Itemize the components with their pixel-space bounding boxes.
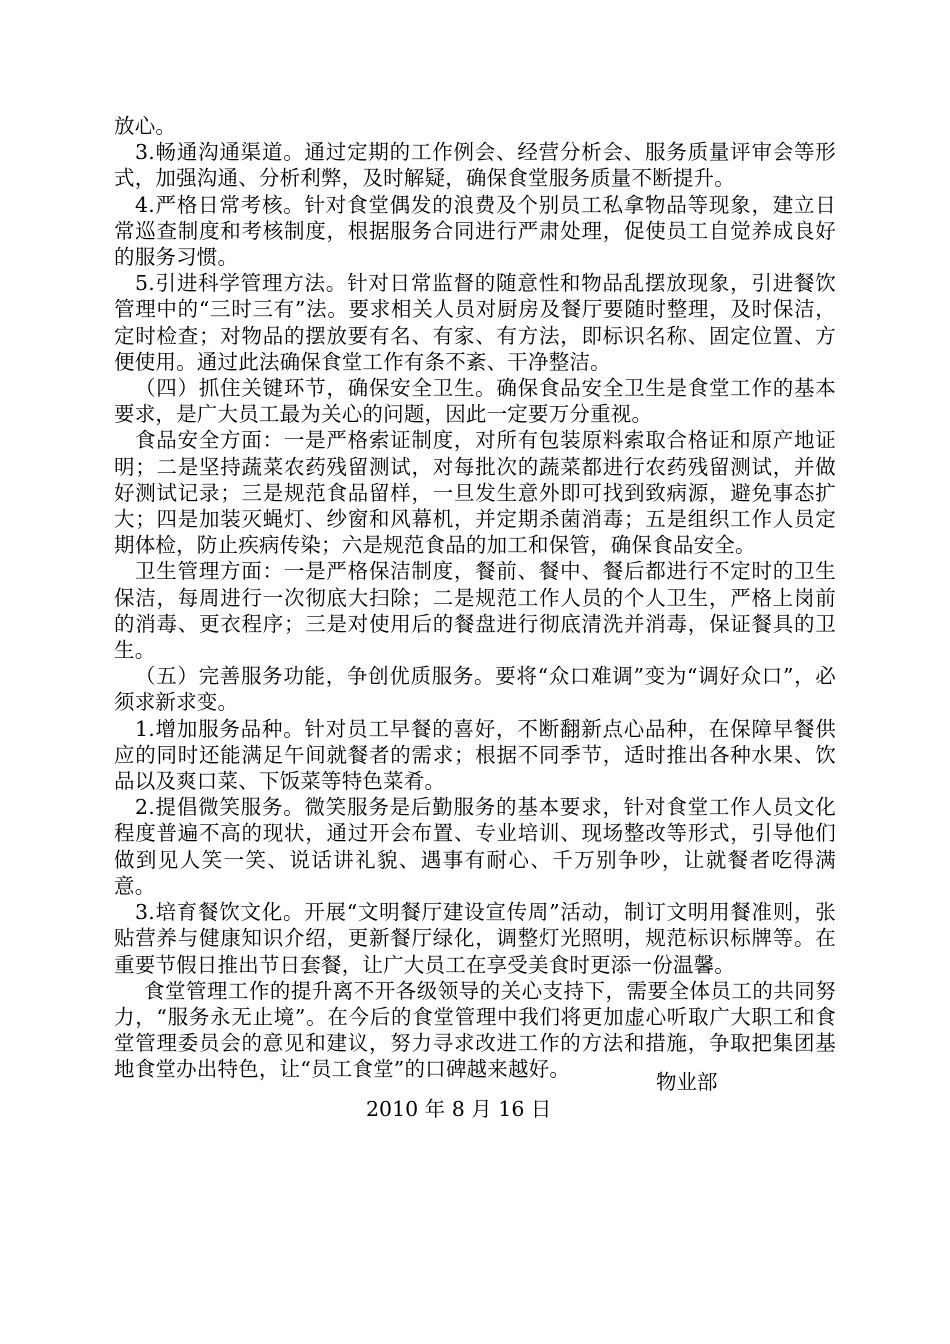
signature-department: 物业部 bbox=[656, 1070, 718, 1094]
paragraph-food-safety: 食品安全方面：一是严格索证制度，对所有包装原料索取合格证和原产地证明；二是坚持蔬菜农药残留测试，对每批次的蔬菜都进行农药残留测试，并做好测试记录；三是规范食品留样，一旦发生意外即可找到致病源，避免事态扩大；四是加装灭蝇灯、纱窗和风幕机，并定期杀菌消毒；五是组织工作人员定期体检，防止疾病传染；六是规范食品的加工和保管，确保食品安全。 bbox=[114, 428, 836, 558]
paragraph-communication: 3.畅通沟通渠道。通过定期的工作例会、经营分析会、服务质量评审会等形式，加强沟通、分析利弊，及时解疑，确保食堂服务质量不断提升。 bbox=[114, 140, 836, 191]
document-date: 2010 年 8 月 16 日 bbox=[366, 1097, 552, 1121]
paragraph-assessment: 4.严格日常考核。针对食堂偶发的浪费及个别员工私拿物品等现象，建立日常巡查制度和考核制度，根据服务合同进行严肃处理，促使员工自觉养成良好的服务习惯。 bbox=[114, 192, 836, 270]
paragraph-conclusion: 食堂管理工作的提升离不开各级领导的关心支持下，需要全体员工的共同努力，“服务永无止境”。在今后的食堂管理中我们将更加虚心听取广大职工和食堂管理委员会的意见和建议，努力寻求改进工作的方法和措施，争取把集团基地食堂办出特色，让“员工食堂”的口碑越来越好。 bbox=[114, 978, 836, 1082]
paragraph-smile-service: 2.提倡微笑服务。微笑服务是后勤服务的基本要求，针对食堂工作人员文化程度普遍不高的现状，通过开会布置、专业培训、现场整改等形式，引导他们做到见人笑一笑、说话讲礼貌、遇事有耐心、千万别争吵，让就餐者吃得满意。 bbox=[114, 795, 836, 898]
paragraph-management-method: 5.引进科学管理方法。针对日常监督的随意性和物品乱摆放现象，引进餐饮管理中的“三时三有”法。要求相关人员对厨房及餐厅要随时整理，及时保洁，定时检查；对物品的摆放要有名、有家、有方法，即标识名称、固定位置、方便使用。通过此法确保食堂工作有条不紊、干净整洁。 bbox=[114, 271, 836, 374]
paragraph-section-five: （五）完善服务功能，争创优质服务。要将“众口难调”变为“调好众口”，必须求新求变。 bbox=[114, 664, 836, 715]
paragraph-hygiene: 卫生管理方面：一是严格保洁制度，餐前、餐中、餐后都进行不定时的卫生保洁，每周进行一次彻底大扫除；二是规范工作人员的个人卫生，严格上岗前的消毒、更衣程序；三是对使用后的餐盘进行彻底清洗并消毒，保证餐具的卫生。 bbox=[114, 559, 836, 663]
document-body bbox=[114, 113, 836, 1083]
paragraph-continuation: 放心。 bbox=[114, 114, 177, 138]
paragraph-service-variety: 1.增加服务品种。针对员工早餐的喜好，不断翻新点心品种，在保障早餐供应的同时还能满足午间就餐者的需求；根据不同季节，适时推出各种水果、饮品以及爽口菜、下饭菜等特色菜肴。 bbox=[114, 716, 836, 794]
paragraph-dining-culture: 3.培育餐饮文化。开展“文明餐厅建设宣传周”活动，制订文明用餐准则，张贴营养与健康知识介绍，更新餐厅绿化，调整灯光照明，规范标识标牌等。在重要节假日推出节日套餐，让广大员工在享受美食时更添一份温馨。 bbox=[114, 900, 836, 977]
paragraph-section-four: （四）抓住关键环节，确保安全卫生。确保食品安全卫生是食堂工作的基本要求，是广大员工最为关心的问题，因此一定要万分重视。 bbox=[114, 376, 836, 427]
